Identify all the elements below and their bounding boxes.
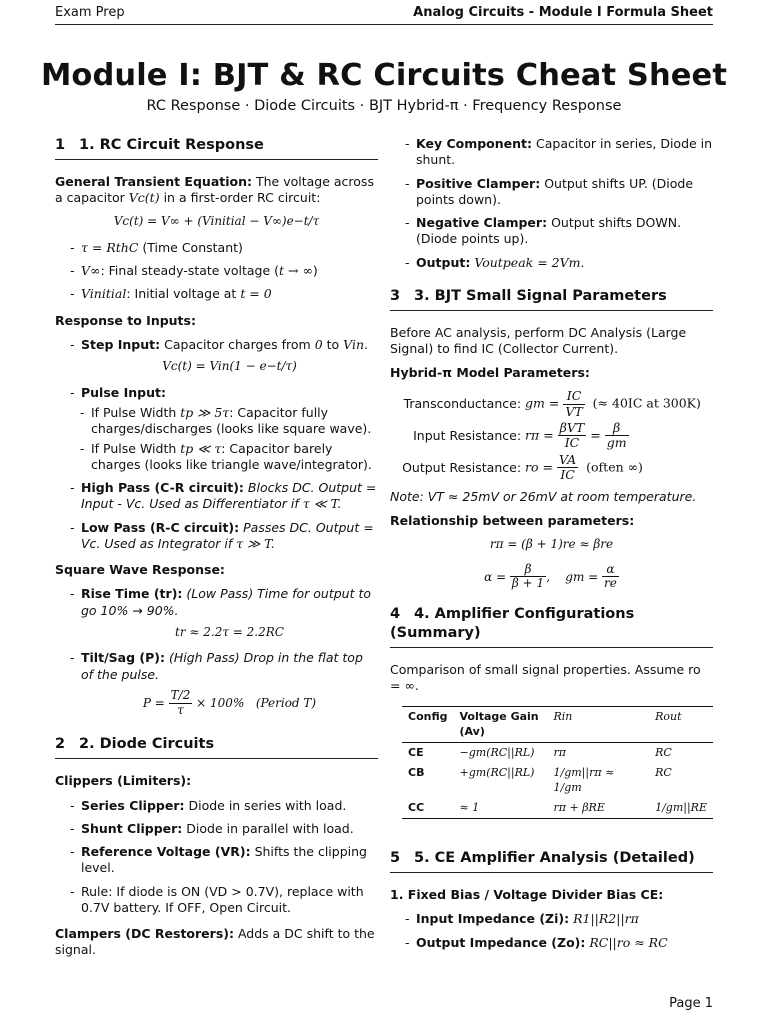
equation-rpi: rπ = $\frac{\text{βVT}}{IC}$ = $\frac{\beta}{gm}$ <box>525 420 627 451</box>
section-heading-rc: 1 1. RC Circuit Response <box>55 136 378 160</box>
section-heading-ce-analysis: 5 5. CE Amplifier Analysis (Detailed) <box>390 849 713 873</box>
list-item-high-pass: - High Pass (C-R circuit): Blocks DC. Output = Input - Vc. Used as Differentiator if τ ≪ T. <box>55 480 378 513</box>
ce-impedance-list <box>390 911 713 951</box>
table-row: CC ≈ 1 rπ + βRE 1/gm||RE <box>402 798 713 819</box>
square-wave-heading: Square Wave Response: <box>55 562 225 578</box>
list-item: - Shunt Clipper: Diode in parallel with load. <box>55 821 378 837</box>
general-transient-paragraph: General Transient Equation: The voltage across a capacitor Vc(t) in a first-order RC circuit: <box>55 173 374 206</box>
list-item-pulse-input: - Pulse Input: - If Pulse Width tp ≫ 5τ: Capacitor fully charges/discharges (looks like square wave). - If Pulse Width tp ≪ τ: Capacitor barely charges (looks like triangle wave/integrator). <box>55 385 378 473</box>
list-item: - τ = RthC (Time Constant) <box>55 240 378 256</box>
list-item: - Output: Voutpeak = 2Vm. <box>390 255 713 271</box>
table-header: Config <box>408 710 448 724</box>
list-item: - Vinitial: Initial voltage at t = 0 <box>55 286 378 302</box>
right-column <box>390 136 713 961</box>
list-item: - Rule: If diode is ON (VD > 0.7V), replace with 0.7V battery. If OFF, Open Circuit. <box>55 884 378 917</box>
list-item: - Negative Clamper: Output shifts DOWN. (Diode points up). <box>390 215 713 248</box>
thermal-voltage-note: Note: VT ≈ 25mV or 26mV at room temperature. <box>390 488 697 504</box>
list-item-step-input: - Step Input: Capacitor charges from 0 to Vin. Vc(t) = Vin(1 − e−t/τ) <box>55 337 378 375</box>
square-wave-list <box>55 586 378 717</box>
list-item: - Input Impedance (Zi): R1||R2||rπ <box>390 911 713 927</box>
list-item-tilt: - Tilt/Sag (P): (High Pass) Drop in the flat top of the pulse. P = $\frac{T/2}{\tau}$ × 100% (Period T) <box>55 650 378 717</box>
list-item: - If Pulse Width tp ≪ τ: Capacitor barely charges (looks like triangle wave/integrator). <box>55 441 378 474</box>
page-number: Page 1 <box>669 996 713 1011</box>
section-heading-bjt: 3 3. BJT Small Signal Parameters <box>390 287 713 311</box>
equation-ro: ro = $\frac{VA}{IC}$ (often ∞) <box>525 451 643 483</box>
hybrid-pi-parameters: Transconductance: gm = $\frac{IC}{VT}$ (≈ 40IC at 300K) Input Resistance: rπ = $\frac{\text{βVT}}{IC}$ = $\frac{\beta}{gm}$ Output Resistance: ro = $\frac{VA}{IC}$ (often ∞) <box>390 389 713 482</box>
list-item: - Key Component: Capacitor in series, Diode in shunt. <box>390 136 713 169</box>
table-header: Voltage Gain (Av) <box>459 710 539 738</box>
header-left: Exam Prep <box>55 5 125 20</box>
rc-definitions-list <box>55 240 378 303</box>
equation-tilt: P = $\frac{T/2}{\tau}$ × 100% (Period T) <box>142 687 317 717</box>
equation-rpi-re: rπ = (β + 1)re ≈ βre <box>489 537 614 552</box>
page-header <box>55 4 713 25</box>
list-item-rise-time: - Rise Time (tr): (Low Pass) Time for output to go 10% → 90%. tr ≈ 2.2τ = 2.2RC <box>55 586 378 640</box>
amplifier-intro: Comparison of small signal properties. Assume ro = ∞. <box>390 661 701 694</box>
input-response-list <box>55 337 378 552</box>
list-item: - Series Clipper: Diode in series with load. <box>55 798 378 814</box>
list-item-low-pass: - Low Pass (R-C circuit): Passes DC. Output = Vc. Used as Integrator if τ ≫ T. <box>55 520 378 553</box>
list-item: - Reference Voltage (VR): Shifts the clipping level. <box>55 844 378 877</box>
list-item: - Positive Clamper: Output shifts UP. (Diode points down). <box>390 176 713 209</box>
response-inputs-heading: Response to Inputs: <box>55 312 196 328</box>
page-subtitle: RC Response · Diode Circuits · BJT Hybrid-π · Frequency Response <box>146 98 622 114</box>
page-title: Module I: BJT & RC Circuits Cheat Sheet <box>40 58 728 93</box>
hybrid-pi-heading: Hybrid-π Model Parameters: <box>390 365 590 381</box>
equation-step: Vc(t) = Vin(1 − e−t/τ) <box>162 359 297 374</box>
amplifier-config-table <box>402 706 713 819</box>
equation-alpha-gm: α = $\frac{\beta}{\beta + 1}$ , gm = $\frac{\alpha}{re}$ <box>484 561 617 591</box>
clippers-list <box>55 798 378 917</box>
clampers-list <box>390 136 713 271</box>
table-header: Rout <box>655 710 682 724</box>
pulse-sublist <box>55 405 378 473</box>
list-item: - V∞: Final steady-state voltage (t → ∞) <box>55 263 378 279</box>
relationship-heading: Relationship between parameters: <box>390 512 635 528</box>
equation-gm: gm = $\frac{IC}{VT}$ (≈ 40IC at 300K) <box>525 388 701 419</box>
list-item: - If Pulse Width tp ≫ 5τ: Capacitor fully charges/discharges (looks like square wave). <box>55 405 378 438</box>
equation-transient: Vc(t) = V∞ + (Vinitial − V∞)e−t/τ <box>113 214 320 229</box>
table-header: Rin <box>553 710 573 724</box>
clippers-heading: Clippers (Limiters): <box>55 773 192 789</box>
list-item: - Output Impedance (Zo): RC||ro ≈ RC <box>390 935 713 951</box>
table-row: CE −gm(RC||RL) rπ RC <box>408 746 672 760</box>
section-heading-diode: 2 2. Diode Circuits <box>55 735 378 759</box>
left-column <box>55 136 378 967</box>
table-row: CB +gm(RC||RL) 1/gm||rπ ≈ 1/gm RC <box>408 766 672 794</box>
section-heading-amplifier: 4 4. Amplifier Configurations (Summary) <box>390 605 713 648</box>
equation-rise-time: tr ≈ 2.2τ = 2.2RC <box>175 624 284 639</box>
table-header-row <box>402 707 713 743</box>
header-right: Analog Circuits - Module I Formula Sheet <box>413 5 713 20</box>
bjt-intro: Before AC analysis, perform DC Analysis (Large Signal) to find IC (Collector Current). <box>390 324 687 356</box>
clampers-paragraph: Clampers (DC Restorers): Adds a DC shift to the signal. <box>55 926 375 958</box>
fixed-bias-heading: 1. Fixed Bias / Voltage Divider Bias CE: <box>390 887 664 903</box>
